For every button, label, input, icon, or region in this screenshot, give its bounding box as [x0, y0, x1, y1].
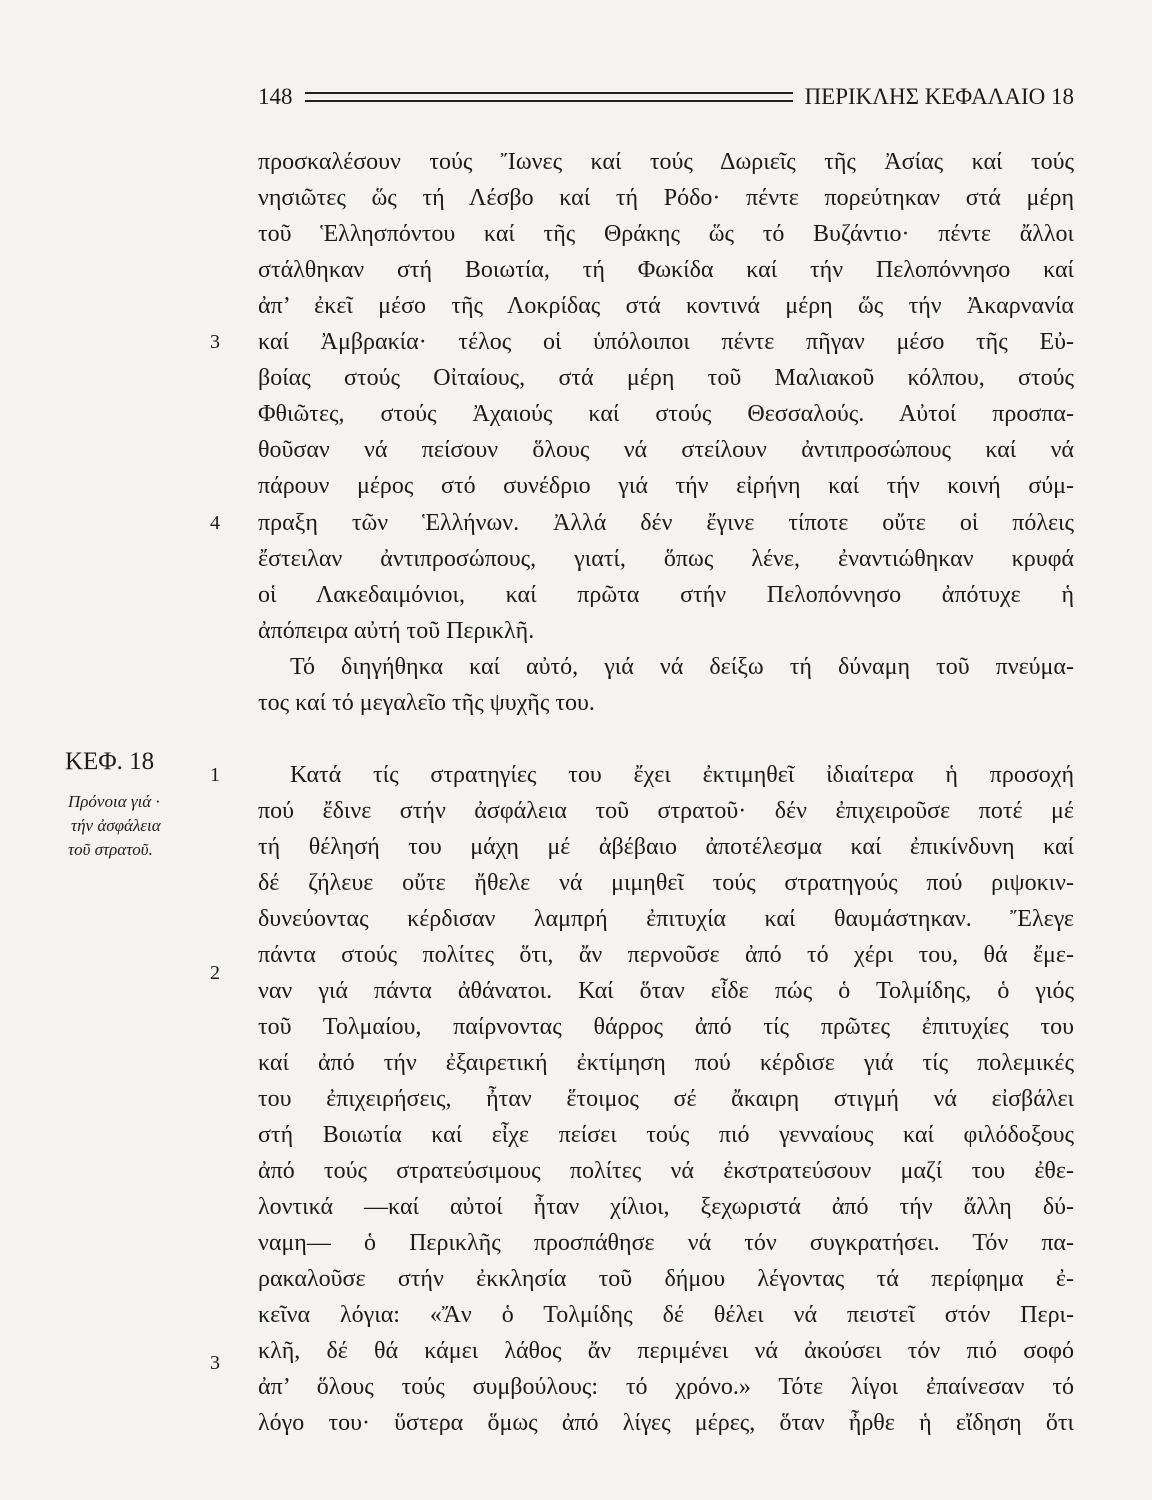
text-line: τοῦ Τολμαίου, παίρνοντας θάρρος ἀπό τίς πρῶτες ἐπιτυχίες του: [258, 1014, 1074, 1040]
text-line: ρακαλοῦσε στήν ἐκκλησία τοῦ δήμου λέγοντας τά περίφημα ἐ-: [258, 1266, 1074, 1292]
text-line: τος καί τό μεγαλεῖο τῆς ψυχῆς του.: [258, 690, 595, 716]
text-line: λοντικά —καί αὐτοί ἦταν χίλιοι, ξεχωριστά ἀπό τήν ἄλλη δύ-: [258, 1194, 1074, 1220]
text-line: καί Ἀμβρακία· τέλος οἱ ὑπόλοιποι πέντε πῆγαν μέσο τῆς Εὐ-: [258, 329, 1074, 355]
margin-note-line: Πρόνοια γιά ·: [68, 792, 160, 811]
text-line: προσκαλέσουν τούς Ἴωνες καί τούς Δωριεῖς τῆς Ἀσίας καί τούς: [258, 149, 1074, 175]
running-header: [258, 82, 1074, 112]
text-line: πού ἔδινε στήν ἀσφάλεια τοῦ στρατοῦ· δέν ἐπιχειροῦσε ποτέ μέ: [258, 798, 1074, 824]
text-line: ναν γιά πάντα ἀθάνατοι. Καί ὅταν εἶδε πώς ὁ Τολμίδης, ὁ γιός: [258, 978, 1074, 1004]
text-line: πάντα στούς πολίτες ὅτι, ἄν περνοῦσε ἀπό τό χέρι του, θά ἔμε-: [258, 942, 1074, 968]
paragraph-number: 3: [210, 1352, 220, 1374]
header-rule: [305, 92, 793, 102]
text-line: Κατά τίς στρατηγίες του ἔχει ἐκτιμηθεῖ ἰδιαίτερα ἡ προσοχή: [290, 762, 1074, 788]
paragraph-number: 3: [210, 331, 220, 353]
text-line: ἀπόπειρα αὐτή τοῦ Περικλῆ.: [258, 618, 535, 644]
text-line: κλῆ, δέ θά κάμει λάθος ἄν περιμένει νά ἀκούσει τόν πιό σοφό: [258, 1338, 1074, 1364]
text-line: Τό διηγήθηκα καί αὐτό, γιά νά δείξω τή δύναμη τοῦ πνεύμα-: [290, 654, 1074, 680]
text-line: πάρουν μέρος στό συνέδριο γιά τήν εἰρήνη καί τήν κοινή σύμ-: [258, 473, 1074, 499]
text-line: λόγο του· ὕστερα ὅμως ἀπό λίγες μέρες, ὅταν ἦρθε ἡ εἴδηση ὅτι: [258, 1410, 1074, 1436]
paragraph-number: 2: [210, 962, 220, 984]
text-line: ἀπ’ ὅλους τούς συμβούλους: τό χρόνο.» Τότε λίγοι ἐπαίνεσαν τό: [258, 1374, 1074, 1400]
margin-note: [68, 790, 161, 862]
text-line: βοίας στούς Οἰταίους, στά μέρη τοῦ Μαλιακοῦ κόλπου, στούς: [258, 365, 1074, 391]
chapter-marker: ΚΕΦ. 18: [65, 748, 155, 775]
text-line: θοῦσαν νά πείσουν ὅλους νά στείλουν ἀντιπροσώπους καί νά: [258, 437, 1074, 463]
text-line: πραξη τῶν Ἑλλήνων. Ἀλλά δέν ἔγινε τίποτε οὔτε οἱ πόλεις: [258, 510, 1074, 536]
running-title: ΠΕΡΙΚΛΗΣ ΚΕΦΑΛΑΙΟ 18: [804, 84, 1074, 109]
text-line: στή Βοιωτία καί εἶχε πείσει τούς πιό γενναίους καί φιλόδοξους: [258, 1122, 1074, 1148]
text-line: ἔστειλαν ἀντιπροσώπους, γιατί, ὅπως λένε, ἐναντιώθηκαν κρυφά: [258, 546, 1074, 572]
text-line: ναμη— ὁ Περικλῆς προσπάθησε νά τόν συγκρατήσει. Τόν πα-: [258, 1230, 1074, 1256]
text-line: στάλθηκαν στή Βοιωτία, τή Φωκίδα καί τήν Πελοπόννησο καί: [258, 257, 1074, 283]
margin-note-line: τήν ἀσφάλεια: [71, 816, 161, 835]
text-line: τή θέλησή του μάχη μέ ἀβέβαιο ἀποτέλεσμα καί ἐπικίνδυνη καί: [258, 834, 1074, 860]
text-line: ἀπ’ ἐκεῖ μέσο τῆς Λοκρίδας στά κοντινά μέρη ὥς τήν Ἀκαρνανία: [258, 293, 1074, 319]
text-line: δυνεύοντας κέρδισαν λαμπρή ἐπιτυχία καί θαυμάστηκαν. Ἔλεγε: [258, 906, 1074, 932]
text-line: δέ ζήλευε οὔτε ἤθελε νά μιμηθεῖ τούς στρατηγούς πού ριψοκιν-: [258, 870, 1074, 896]
text-line: τοῦ Ἑλλησπόντου καί τῆς Θράκης ὥς τό Βυζάντιο· πέντε ἄλλοι: [258, 221, 1074, 247]
paragraph-number: 1: [210, 764, 220, 786]
page-number: 148: [258, 84, 293, 109]
text-line: κεῖνα λόγια: «Ἄν ὁ Τολμίδης δέ θέλει νά πειστεῖ στόν Περι-: [258, 1302, 1074, 1328]
margin-note-line: τοῦ στρατοῦ.: [68, 840, 153, 859]
text-line: Φθιῶτες, στούς Ἀχαιούς καί στούς Θεσσαλούς. Αὐτοί προσπα-: [258, 401, 1074, 427]
text-line: του ἐπιχειρήσεις, ἦταν ἕτοιμος σέ ἄκαιρη στιγμή νά εἰσβάλει: [258, 1086, 1074, 1112]
text-line: καί ἀπό τήν ἐξαιρετική ἐκτίμηση πού κέρδισε γιά τίς πολεμικές: [258, 1050, 1074, 1076]
text-line: νησιῶτες ὥς τή Λέσβο καί τή Ρόδο· πέντε πορεύτηκαν στά μέρη: [258, 185, 1074, 211]
text-line: οἱ Λακεδαιμόνιοι, καί πρῶτα στήν Πελοπόννησο ἀπότυχε ἡ: [258, 582, 1074, 608]
paragraph-number: 4: [210, 512, 220, 534]
text-line: ἀπό τούς στρατεύσιμους πολίτες νά ἐκστρατεύσουν μαζί του ἐθε-: [258, 1158, 1074, 1184]
